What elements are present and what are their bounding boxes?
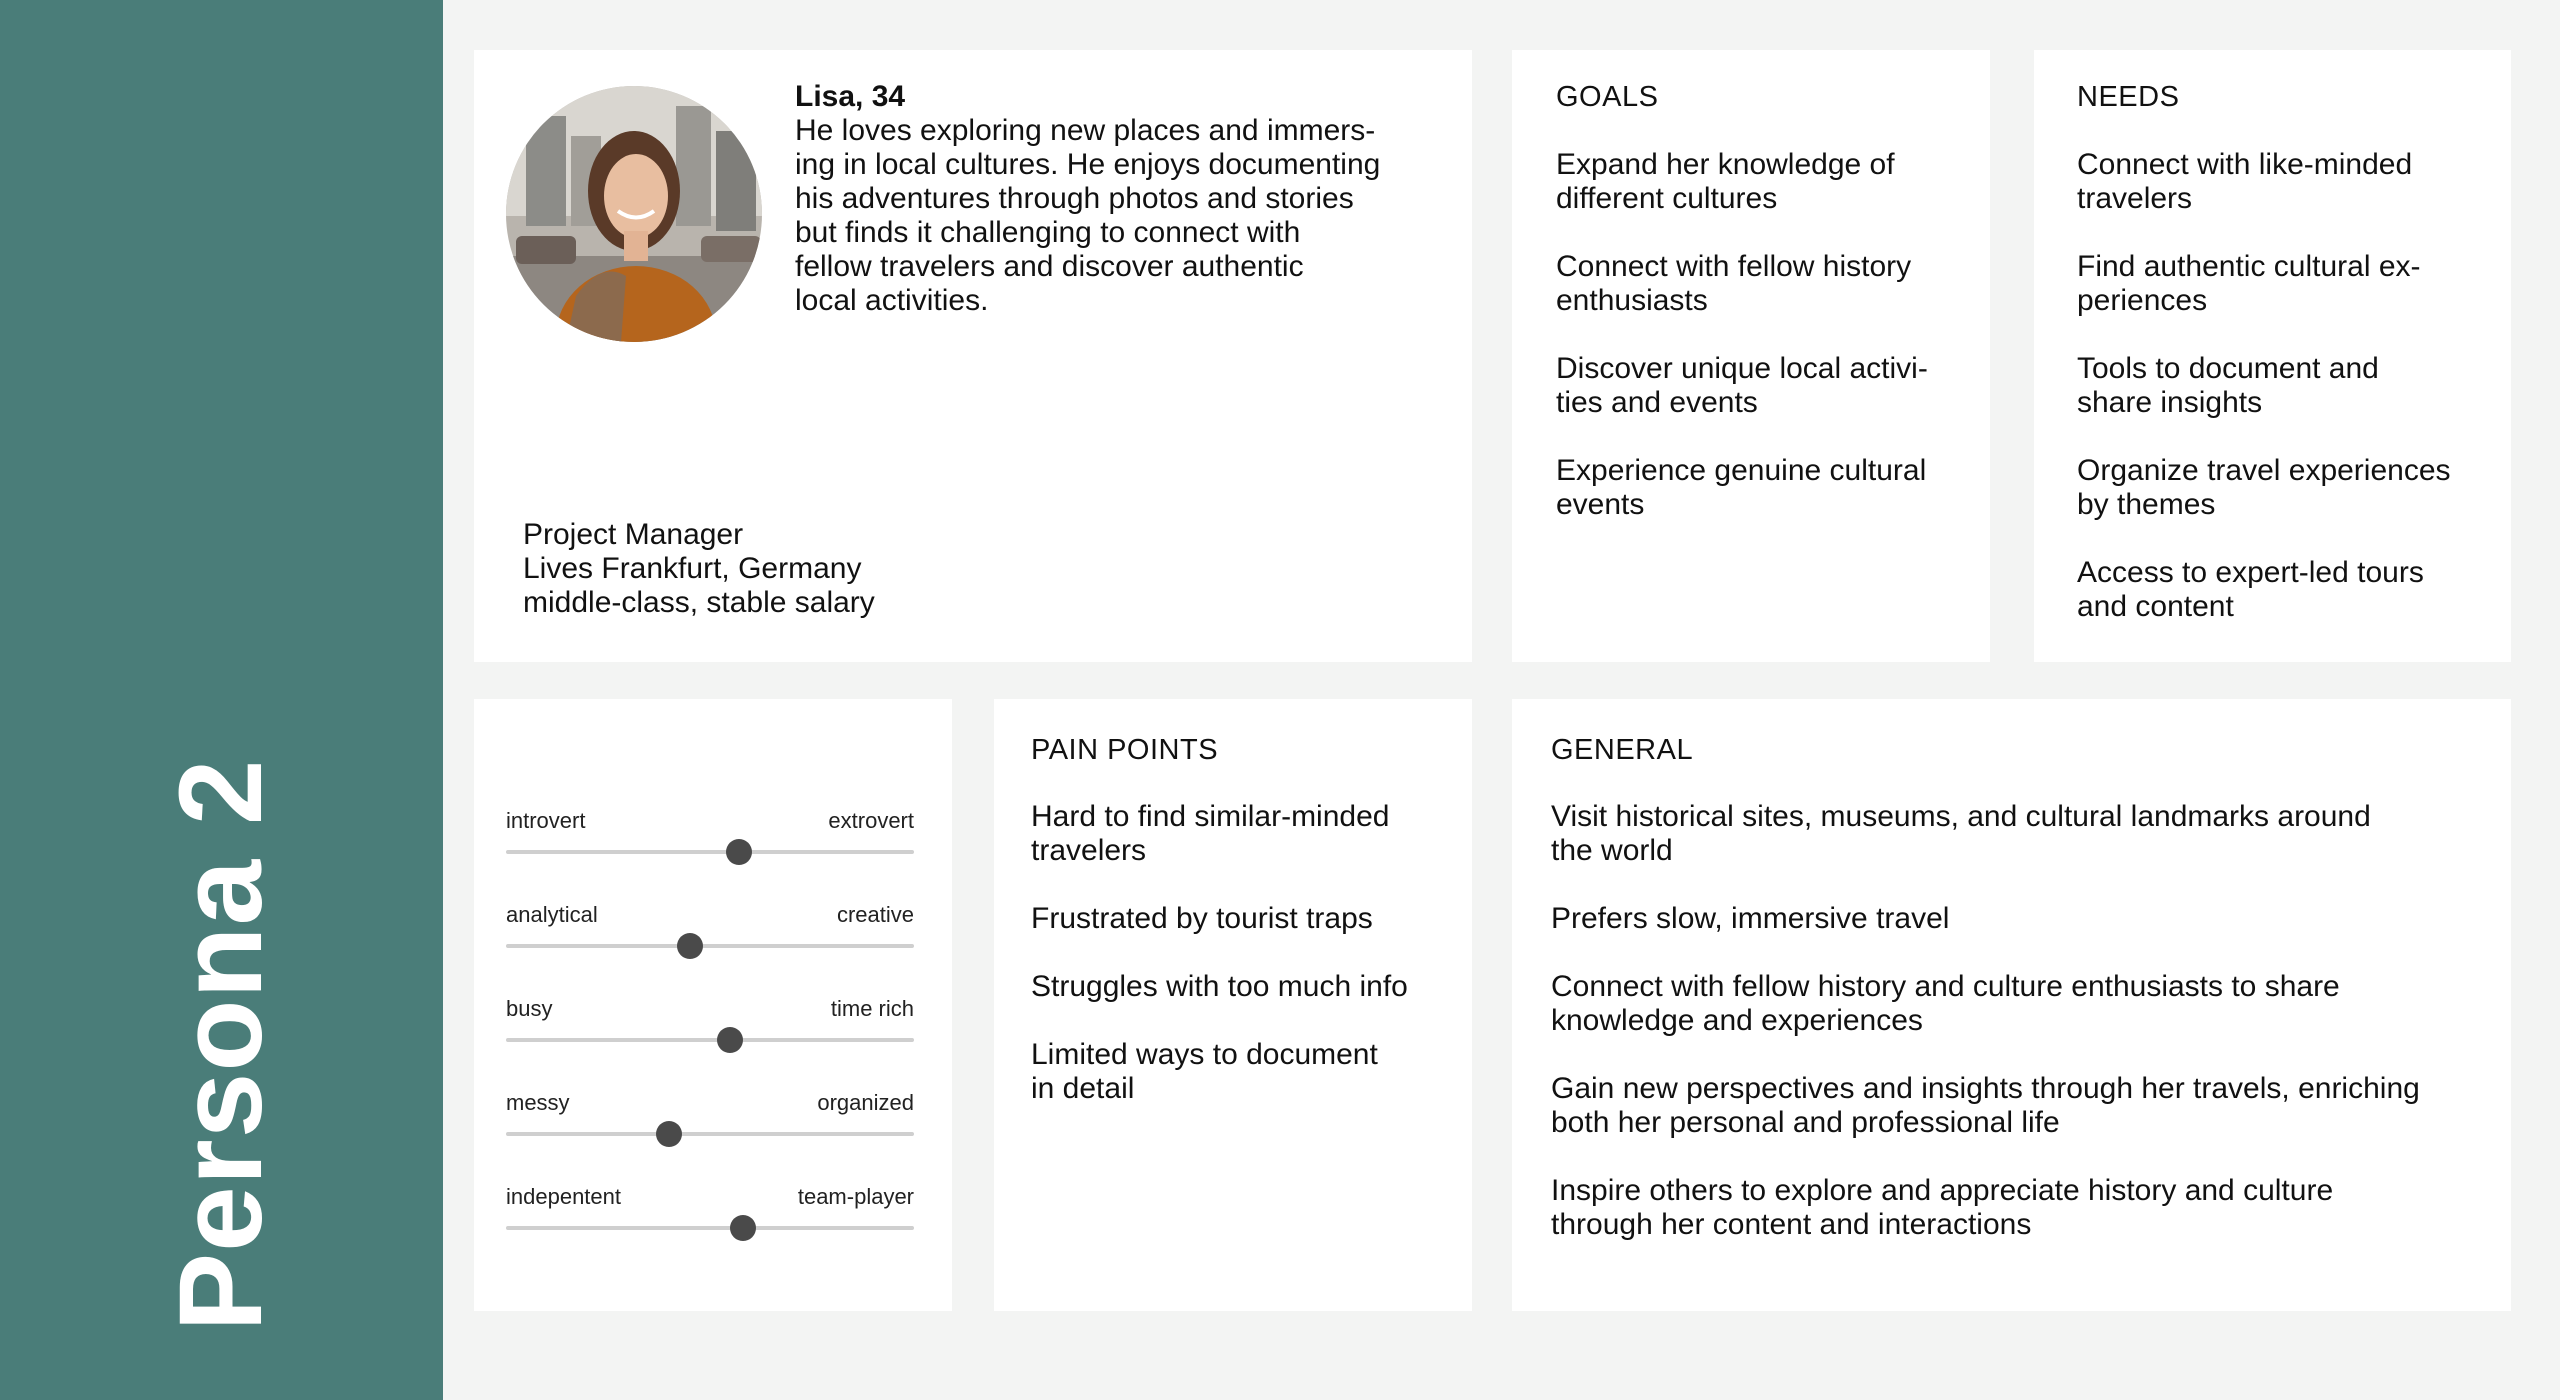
avatar <box>506 86 762 342</box>
location: Lives Frankfurt, Germany <box>523 552 862 585</box>
list-item: Access to expert-led tours and content <box>2077 556 2424 623</box>
list-item: Hard to find similar-minded travelers <box>1031 800 1390 867</box>
trait-slider-handle[interactable] <box>726 839 752 865</box>
list-item: Connect with like-minded travelers <box>2077 148 2413 215</box>
list-item: Connect with fellow history and culture enthusiasts to share knowledge and experiences <box>1551 970 2340 1037</box>
goals-heading: GOALS <box>1556 81 1659 113</box>
sidebar <box>0 0 443 1400</box>
list-item: Discover unique local activi- ties and events <box>1556 352 1928 419</box>
persona-details <box>523 518 875 620</box>
list-item: Prefers slow, immersive travel <box>1551 902 1950 935</box>
bio-line: his adventures through photos and stories <box>795 182 1354 215</box>
list-item: Find authentic cultural ex- periences <box>2077 250 2421 317</box>
bio-line: fellow travelers and discover authentic <box>795 250 1304 283</box>
trait-label-right: extrovert <box>828 808 914 833</box>
persona-bio <box>795 114 1380 318</box>
list-item: Organize travel experiences by themes <box>2077 454 2451 521</box>
list-item: Tools to document and share insights <box>2077 352 2379 419</box>
needs-list <box>2077 148 2451 658</box>
needs-heading: NEEDS <box>2077 81 2180 113</box>
trait-label-right: organized <box>817 1090 914 1115</box>
goals-list <box>1556 148 1928 556</box>
trait-label-left: messy <box>506 1090 570 1115</box>
general-list <box>1551 800 2420 1276</box>
bio-line: but finds it challenging to connect with <box>795 216 1301 249</box>
trait-slider-handle[interactable] <box>677 933 703 959</box>
trait-slider-handle[interactable] <box>730 1215 756 1241</box>
portrait-photo <box>506 86 762 342</box>
list-item: Frustrated by tourist traps <box>1031 902 1373 935</box>
trait-slider-track[interactable] <box>506 1226 914 1230</box>
trait-slider-track[interactable] <box>506 1038 914 1042</box>
income: middle-class, stable salary <box>523 586 875 619</box>
list-item: Inspire others to explore and appreciate history and culture through her content and interactions <box>1551 1174 2334 1241</box>
list-item: Experience genuine cultural events <box>1556 454 1927 521</box>
pain-points-list <box>1031 800 1408 1140</box>
list-item: Gain new perspectives and insights through her travels, enriching both her personal and professional life <box>1551 1072 2420 1139</box>
bio-line: local activities. <box>795 284 989 317</box>
general-heading: GENERAL <box>1551 734 1694 766</box>
list-item: Limited ways to document in detail <box>1031 1038 1378 1105</box>
persona-name: Lisa, 34 <box>795 80 906 113</box>
trait-label-left: busy <box>506 996 553 1021</box>
list-item: Connect with fellow history enthusiasts <box>1556 250 1912 317</box>
trait-label-left: introvert <box>506 808 586 833</box>
job-title: Project Manager <box>523 518 744 551</box>
trait-slider-track[interactable] <box>506 944 914 948</box>
list-item: Expand her knowledge of different cultures <box>1556 148 1895 215</box>
persona-title: Persona 2 <box>155 758 287 1332</box>
list-item: Visit historical sites, museums, and cultural landmarks around the world <box>1551 800 2371 867</box>
pain-points-heading: PAIN POINTS <box>1031 734 1219 766</box>
bio-line: ing in local cultures. He enjoys documenting <box>795 148 1381 181</box>
bio-line: He loves exploring new places and immers- <box>795 114 1376 147</box>
trait-label-right: team-player <box>797 1184 914 1209</box>
trait-slider-handle[interactable] <box>656 1121 682 1147</box>
trait-label-right: creative <box>836 902 914 927</box>
trait-label-left: indepentent <box>506 1184 621 1209</box>
trait-label-right: time rich <box>830 996 914 1021</box>
list-item: Struggles with too much info <box>1031 970 1408 1003</box>
trait-slider-track[interactable] <box>506 1132 914 1136</box>
trait-slider-track[interactable] <box>506 850 914 854</box>
trait-label-left: analytical <box>506 902 598 927</box>
